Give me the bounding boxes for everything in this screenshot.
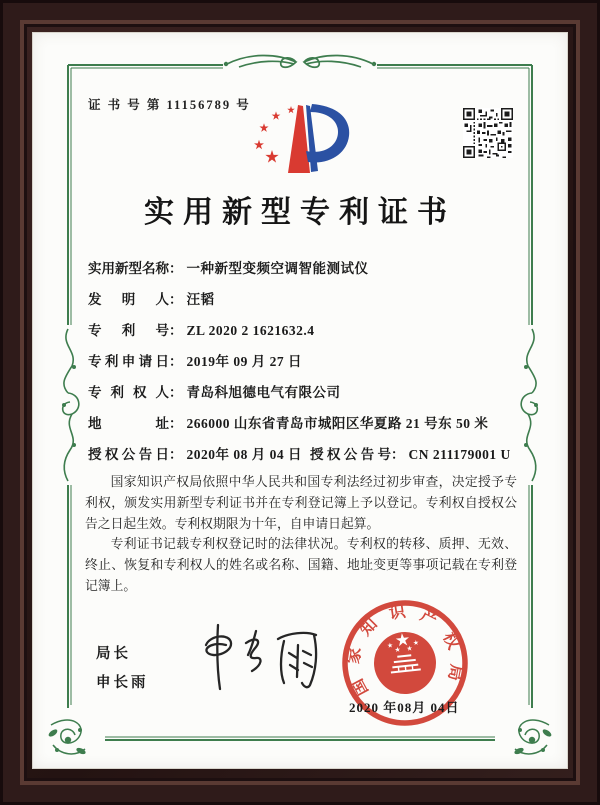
field-row-patent-number — [88, 319, 528, 337]
national-emblem-icon — [371, 629, 439, 697]
cnipa-logo-icon — [245, 95, 355, 183]
field-value: CN 211179001 U — [408, 447, 511, 462]
field-value: 汪韬 — [186, 292, 215, 307]
field-value: 2019年 09 月 27 日 — [186, 354, 302, 369]
field-colon: ： — [169, 323, 183, 338]
field-label: 授权公告号 — [310, 447, 391, 462]
field-label: 专利申请日 — [88, 354, 169, 369]
field-row-filing-date — [88, 350, 528, 368]
field-pair-grant-number — [310, 443, 511, 463]
seal-date: 2020 年08月 04日 — [349, 700, 460, 715]
field-value: 一种新型变频空调智能测试仪 — [186, 261, 369, 276]
field-label: 地址 — [88, 416, 169, 431]
field-row-grant — [88, 443, 528, 461]
signer-name: 申长雨 — [96, 675, 149, 691]
field-colon: ： — [169, 416, 183, 431]
field-colon: ： — [391, 447, 405, 462]
signer-block — [96, 640, 149, 698]
field-colon: ： — [169, 447, 183, 462]
certificate-title: 实用新型专利证书 — [144, 196, 456, 229]
field-colon: ： — [169, 261, 183, 276]
field-row-patentee — [88, 381, 528, 399]
field-row-inventor — [88, 288, 528, 306]
field-value: 2020年 08 月 04 日 — [186, 447, 302, 462]
field-label: 发明人 — [88, 292, 169, 307]
field-value: 青岛科旭德电气有限公司 — [186, 385, 341, 400]
paragraph-grant-statement: 国家知识产权局依照中华人民共和国专利法经过初步审查，决定授予专利权，颁发实用新型专利证书并在专利登记簿上予以登记。专利权自授权公告之日起生效。专利权期限为十年，自申请日起算。 — [85, 475, 517, 531]
certificate-number: 证 书 号 第 11156789 号 — [88, 98, 251, 112]
certificate-fields — [88, 257, 528, 474]
field-label: 专利号 — [88, 323, 169, 338]
seal-arc-text: 国家知识产权局 — [343, 601, 467, 700]
signature-autograph — [190, 621, 340, 695]
paragraph-register-statement: 专利证书记载专利权登记时的法律状况。专利权的转移、质押、无效、终止、恢复和专利权人的姓名或名称、国籍、地址变更等事项记载在专利登记簿上。 — [85, 537, 517, 593]
field-label: 实用新型名称 — [88, 261, 169, 276]
field-label: 授权公告日 — [88, 447, 169, 462]
legal-paragraphs — [85, 472, 517, 597]
field-colon: ： — [169, 292, 183, 307]
certificate-paper — [33, 33, 567, 768]
field-value: ZL 2020 2 1621632.4 — [186, 323, 315, 338]
field-colon: ： — [169, 354, 183, 369]
field-value: 266000 山东省青岛市城阳区华夏路 21 号东 50 米 — [186, 416, 489, 431]
field-label: 专利权人 — [88, 385, 169, 400]
field-colon: ： — [169, 385, 183, 400]
signer-title: 局长 — [96, 646, 131, 662]
field-row-name — [88, 257, 528, 275]
qr-code — [463, 108, 513, 158]
field-row-address — [88, 412, 528, 430]
